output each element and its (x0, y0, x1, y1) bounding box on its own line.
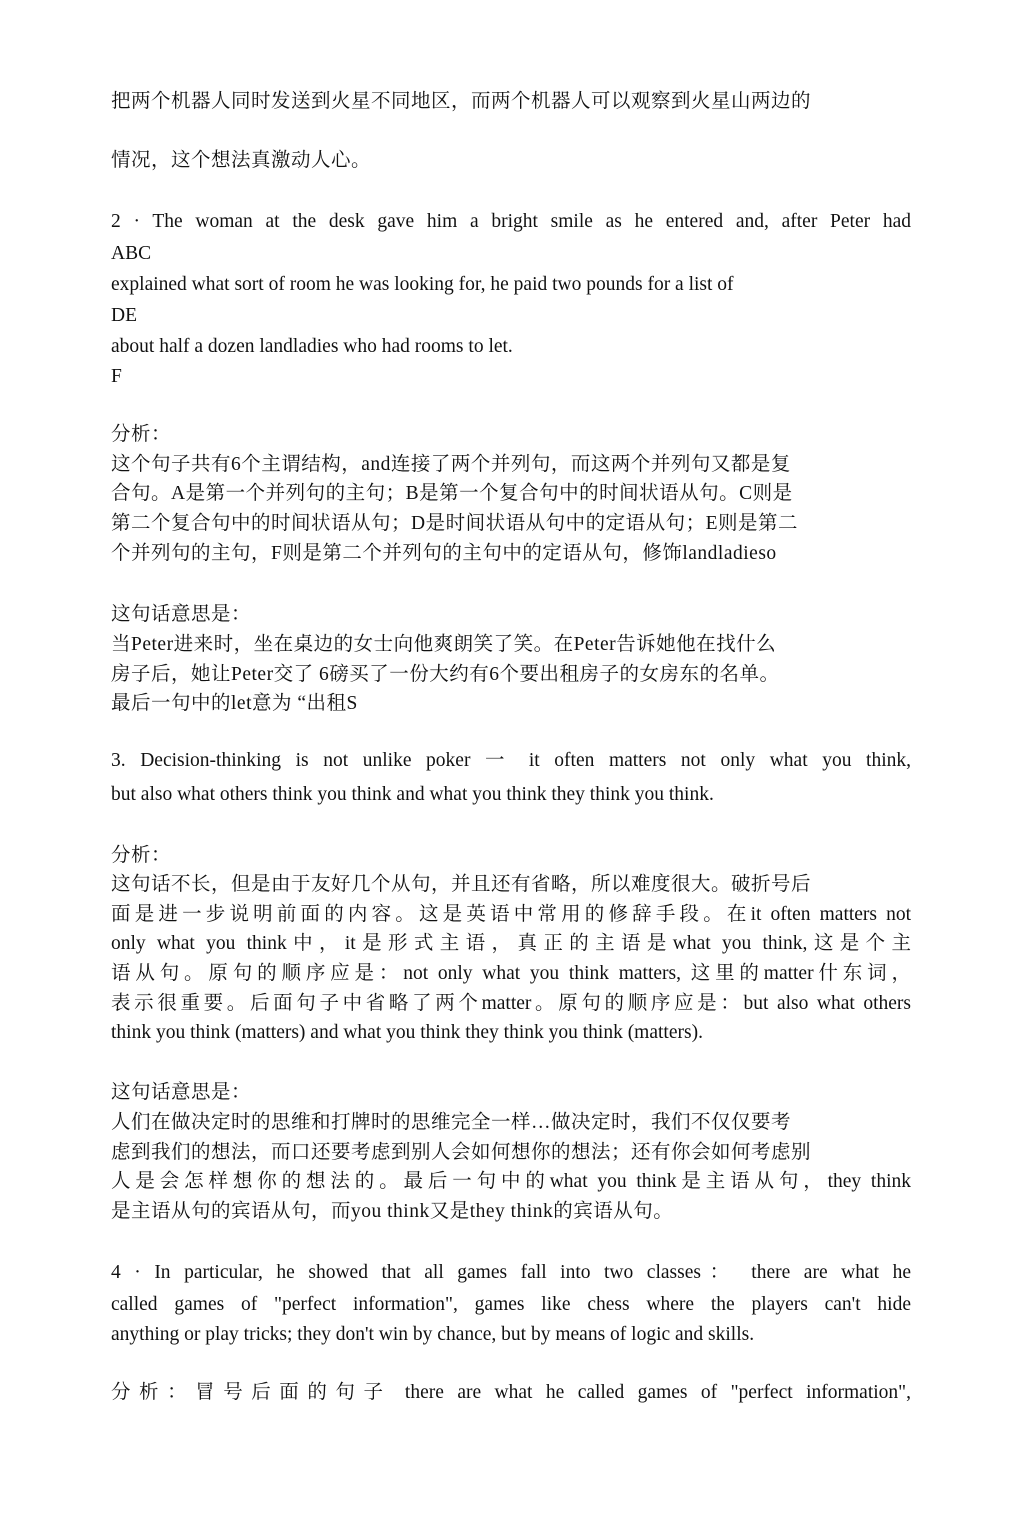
analysis-line: 合句。A是第一个并列句的主句；B是第一个复合句中的时间状语从句。C则是 (111, 483, 793, 504)
meaning-heading: 这句话意思是： (111, 604, 252, 625)
meaning-line: 是主语从句的宾语从句，而you think又是they think的宾语从句。 (111, 1201, 674, 1222)
meaning-heading: 这句话意思是： (111, 1082, 252, 1103)
analysis-line: 这个句子共有6个主谓结构，and连接了两个并列句，而这两个并列句又都是复 (111, 454, 791, 475)
analysis-heading: 分析： (111, 424, 172, 445)
analysis-line: 面是进一步说明前面的内容。这是英语中常用的修辞手段。在it often matters not (111, 904, 911, 925)
clause-marker: DE (111, 305, 137, 326)
analysis-line: 个并列句的主句，F则是第二个并列句的主句中的定语从句，修饰landladieso (111, 543, 777, 564)
sentence-3-line: 3. Decision-thinking is not unlike poker 一 it often matters not only what you think, (111, 750, 911, 771)
meaning-line: 虑到我们的想法，而口还要考虑到别人会如何想你的想法；还有你会如何考虑别 (111, 1142, 812, 1163)
meaning-line: 最后一句中的let意为 “出租S (111, 693, 358, 714)
sentence-4-line: anything or play tricks; they don't win by chance, but by means of logic and skills. (111, 1324, 755, 1345)
analysis-heading: 分析： (111, 845, 172, 866)
paragraph-line: 情况，这个想法真激动人心。 (111, 150, 372, 171)
meaning-line: 人们在做决定时的思维和打牌时的思维完全一样…做决定时，我们不仅仅要考 (111, 1112, 792, 1133)
sentence-2-line: about half a dozen landladies who had rooms to let. (111, 336, 513, 357)
analysis-line: think you think (matters) and what you think they think you think (matters). (111, 1022, 703, 1043)
sentence-4-line: called games of "perfect information", games like chess where the players can't hide (111, 1294, 911, 1315)
analysis-line: 语从句。原句的顺序应是：not only what you think matters, 这里的matter什东词， (111, 963, 911, 984)
clause-marker: F (111, 366, 122, 387)
analysis-line: 这句话不长，但是由于友好几个从句，并且还有省略，所以难度很大。破折号后 (111, 874, 812, 895)
paragraph-line: 把两个机器人同时发送到火星不同地区，而两个机器人可以观察到火星山两边的 (111, 91, 812, 112)
analysis-line: 分析：冒号后面的句子 there are what he called games of "perfect information", (111, 1382, 911, 1403)
sentence-3-line: but also what others think you think and what you think they think you think. (111, 784, 714, 805)
sentence-4-line: 4 · In particular, he showed that all games fall into two classes： there are what he (111, 1262, 911, 1283)
sentence-2-line: 2 · The woman at the desk gave him a bright smile as he entered and, after Peter had (111, 211, 911, 232)
meaning-line: 房子后，她让Peter交了 6磅买了一份大约有6个要出租房子的女房东的名单。 (111, 664, 780, 685)
analysis-line: 表示很重要。后面句子中省略了两个matter。原句的顺序应是：but also what others (111, 993, 911, 1014)
analysis-line: 第二个复合句中的时间状语从句；D是时间状语从句中的定语从句；E则是第二 (111, 513, 798, 534)
analysis-line: only what you think中，it是形式主语，真正的主语是what you think,这是个主 (111, 933, 911, 954)
clause-marker: ABC (111, 243, 152, 264)
meaning-line: 人是会怎样想你的想法的。最后一句中的what you think是主语从句，they think (111, 1171, 911, 1192)
meaning-line: 当Peter进来时，坐在桌边的女士向他爽朗笑了笑。在Peter告诉她他在找什么 (111, 634, 777, 655)
sentence-2-line: explained what sort of room he was looking for, he paid two pounds for a list of (111, 274, 734, 295)
